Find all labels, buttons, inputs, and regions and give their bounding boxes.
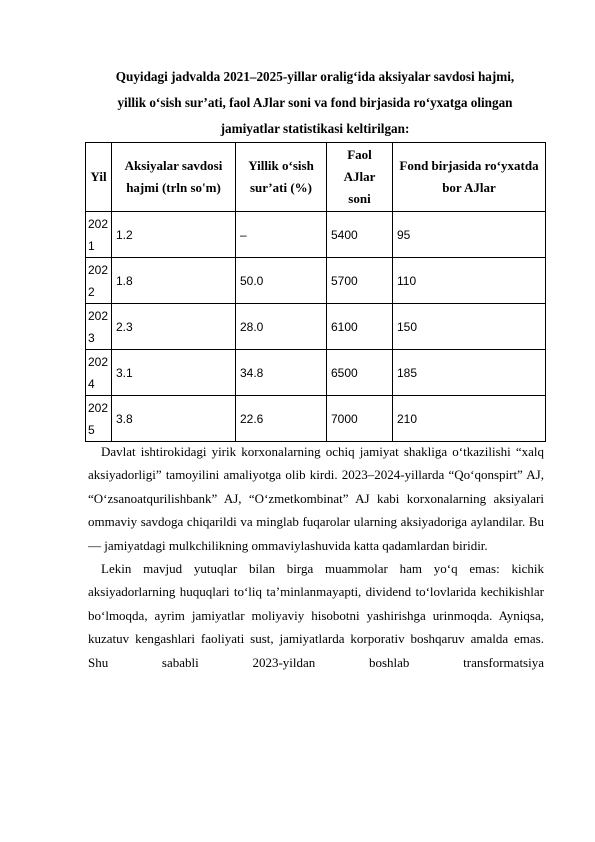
paragraph-problems: Lekin mavjud yutuqlar bilan birga muammolar ham yo‘q emas: kichik aksiyadorlarning huquqlari to‘liq ta’minlanmayapti, dividend to‘lovlarida kechikishlar bo‘lmoqda, ayrim jamiyatlar moliyaviy hisobotni yashirishga urinmoqda. Ayniqsa, kuzatuv kengashlari faoliyati sust, jamiyatlarda korporativ boshqaruv amalda emas. Shu sababli 2023-yildan boshlab transformatsiya	[88, 561, 544, 670]
table-caption	[85, 64, 545, 142]
cell-year: 2022	[86, 258, 112, 304]
cell-growth-rate: –	[236, 212, 327, 258]
statistics-table	[85, 142, 546, 442]
caption-line: yillik o‘sish sur’ati, faol AJlar soni va fond birjasida ro‘yxatga olingan	[117, 95, 513, 110]
header-year: Yil	[86, 143, 112, 212]
table-row	[86, 258, 546, 304]
cell-trade-volume: 3.1	[112, 350, 236, 396]
cell-listed-jsc: 210	[393, 396, 546, 442]
cell-year: 2025	[86, 396, 112, 442]
cell-trade-volume: 3.8	[112, 396, 236, 442]
table-row	[86, 304, 546, 350]
cell-active-jsc: 7000	[327, 396, 393, 442]
header-listed-jsc: Fond birjasida ro‘yxatda bor AJlar	[393, 143, 546, 212]
cell-year: 2021	[86, 212, 112, 258]
cell-growth-rate: 22.6	[236, 396, 327, 442]
caption-line: Quyidagi jadvalda 2021–2025-yillar oralig‘ida aksiyalar savdosi hajmi,	[115, 69, 515, 84]
cell-year: 2024	[86, 350, 112, 396]
cell-listed-jsc: 110	[393, 258, 546, 304]
cell-listed-jsc: 150	[393, 304, 546, 350]
cell-active-jsc: 6100	[327, 304, 393, 350]
paragraph-privatization: Davlat ishtirokidagi yirik korxonalarning ochiq jamiyat shakliga o‘tkazilishi “xalq aksiyadorligi” tamoyilini amaliyotga olib kirdi. 2023–2024-yillarda “Qo‘qonspirt” AJ, “O‘zsanoatqurilishbank” AJ, “O‘zmetkombinat” AJ kabi korxonalarning aksiyalari ommaviy savdoga chiqarildi va minglab fuqarolar ularning aksiyadoriga aylandilar. Bu — jamiyatdagi mulkchilikning ommaviylashuvida katta qadamlardan biridir.	[88, 444, 544, 553]
cell-active-jsc: 5400	[327, 212, 393, 258]
cell-trade-volume: 1.8	[112, 258, 236, 304]
header-trade-volume: Aksiyalar savdosi hajmi (trln so'm)	[112, 143, 236, 212]
table-row	[86, 396, 546, 442]
table-row	[86, 350, 546, 396]
cell-trade-volume: 2.3	[112, 304, 236, 350]
table-header-row	[86, 143, 546, 212]
header-active-jsc: Faol AJlar soni	[327, 143, 393, 212]
cell-active-jsc: 6500	[327, 350, 393, 396]
table-row	[86, 212, 546, 258]
cell-listed-jsc: 95	[393, 212, 546, 258]
cell-year: 2023	[86, 304, 112, 350]
cell-listed-jsc: 185	[393, 350, 546, 396]
cell-growth-rate: 28.0	[236, 304, 327, 350]
caption-line: jamiyatlar statistikasi keltirilgan:	[220, 121, 410, 136]
cell-growth-rate: 50.0	[236, 258, 327, 304]
cell-active-jsc: 5700	[327, 258, 393, 304]
cell-growth-rate: 34.8	[236, 350, 327, 396]
cell-trade-volume: 1.2	[112, 212, 236, 258]
body-text	[88, 440, 544, 674]
header-growth-rate: Yillik o‘sish sur’ati (%)	[236, 143, 327, 212]
